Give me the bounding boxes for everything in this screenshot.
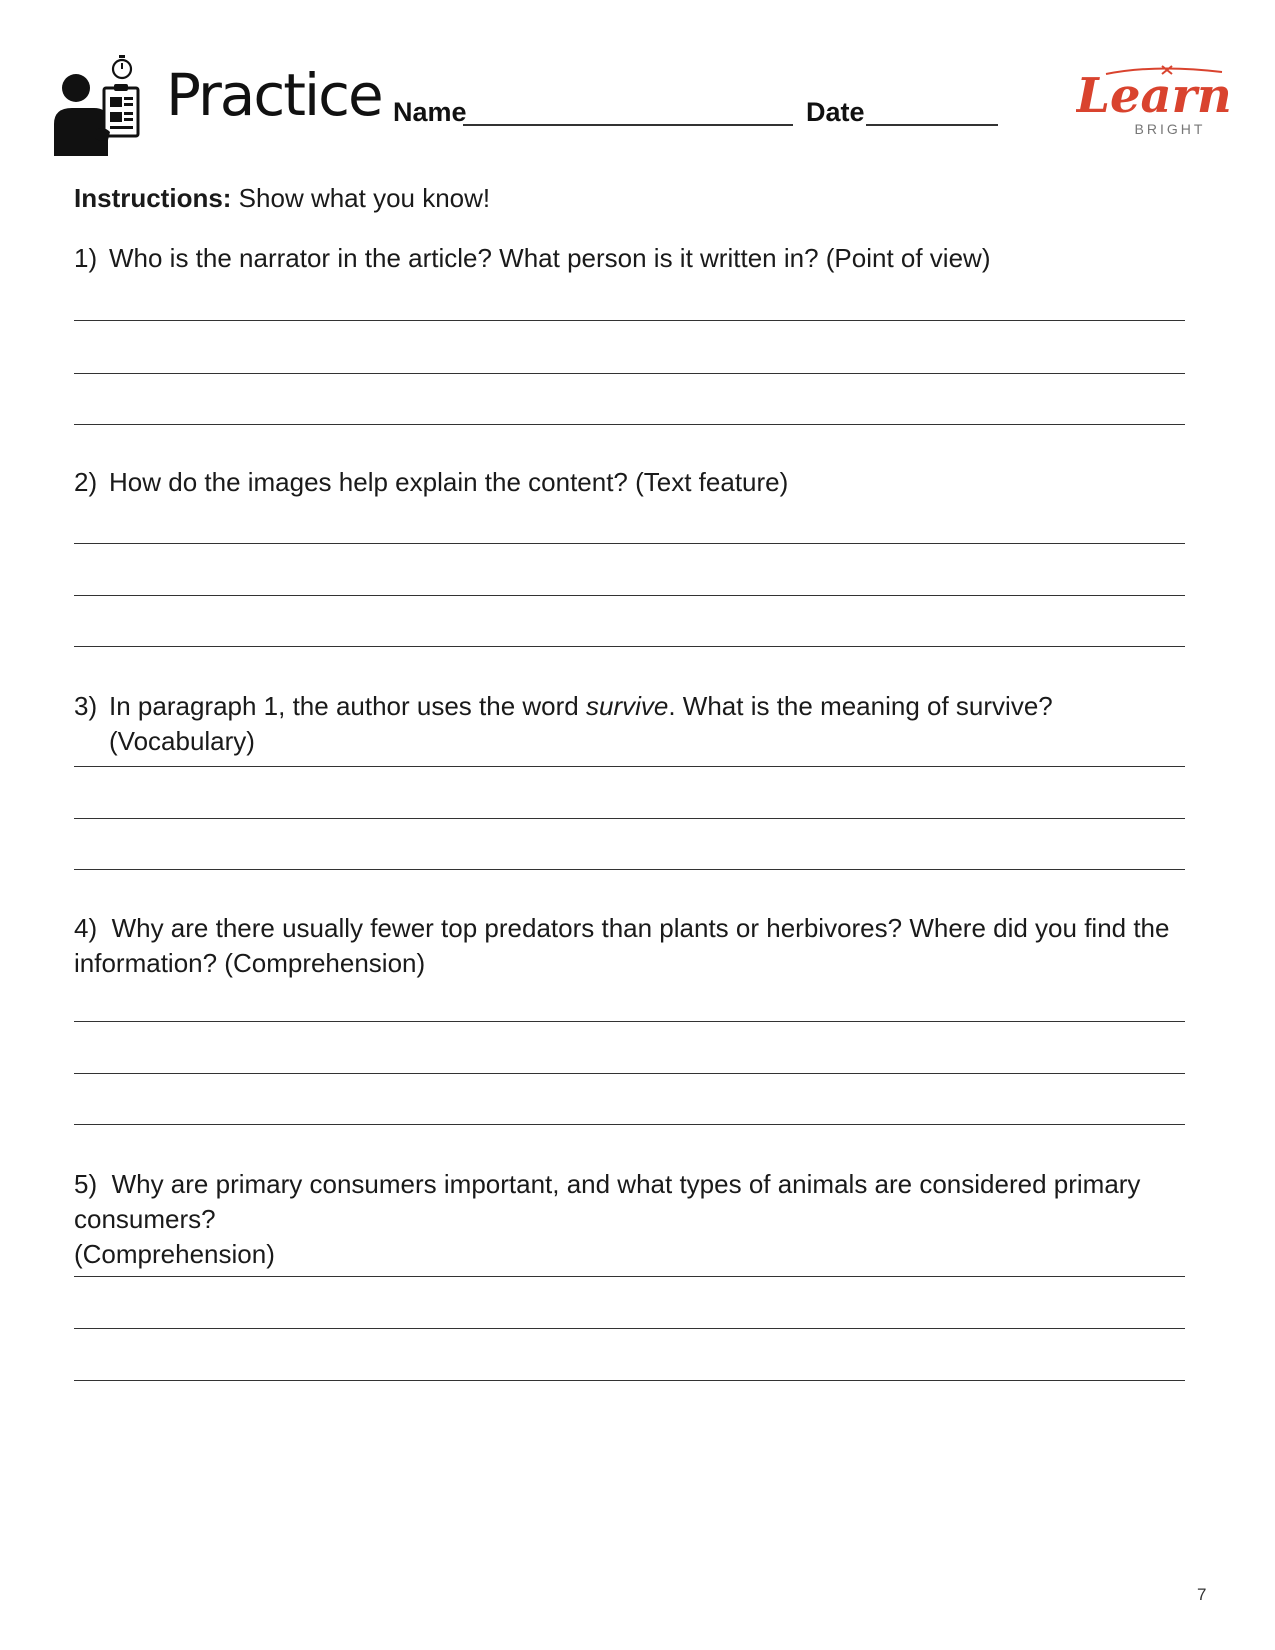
- page-title: Practice: [166, 61, 382, 129]
- answer-line[interactable]: [74, 320, 1185, 321]
- question-text: Who is the narrator in the article? What person is it written in? (Point of view): [109, 243, 991, 273]
- question-number: 2): [74, 467, 98, 497]
- answer-line[interactable]: [74, 1124, 1185, 1125]
- question-number: 5): [74, 1169, 98, 1199]
- name-label: Name: [393, 97, 467, 127]
- answer-line[interactable]: [74, 646, 1185, 647]
- date-label: Date: [806, 97, 865, 127]
- question-4: [74, 911, 1204, 981]
- question-text: How do the images help explain the content? (Text feature): [109, 467, 789, 497]
- answer-line[interactable]: [74, 1276, 1185, 1277]
- question-5: [74, 1167, 1204, 1272]
- question-1: [74, 241, 1204, 276]
- question-3: [74, 689, 1204, 759]
- question-text: Why are primary consumers important, and what types of animals are considered primary consumers?: [74, 1169, 1141, 1234]
- answer-line[interactable]: [74, 1328, 1185, 1329]
- person-clipboard-stopwatch-icon: [54, 52, 144, 156]
- logo-subtitle: BRIGHT: [1134, 121, 1206, 137]
- question-2: [74, 465, 1204, 500]
- question-vocab-word: survive: [585, 691, 669, 721]
- answer-line[interactable]: [74, 1380, 1185, 1381]
- question-line: [74, 1167, 1204, 1237]
- instructions: [74, 182, 490, 214]
- answer-line[interactable]: [74, 543, 1185, 544]
- answer-line[interactable]: [74, 424, 1185, 425]
- question-number: 4): [74, 913, 98, 943]
- answer-line[interactable]: [74, 373, 1185, 374]
- answer-line[interactable]: [74, 1021, 1185, 1022]
- question-line: information? (Comprehension): [74, 948, 426, 978]
- answer-line[interactable]: [74, 766, 1185, 767]
- page-number: 7: [1197, 1585, 1207, 1604]
- question-line: [74, 911, 1204, 946]
- question-line: (Comprehension): [74, 1239, 275, 1269]
- logo-word: Learn: [1076, 68, 1232, 124]
- instructions-label: Instructions:: [74, 183, 232, 213]
- instructions-text: Show what you know!: [231, 183, 491, 213]
- date-field[interactable]: [866, 124, 998, 126]
- answer-line[interactable]: [74, 1073, 1185, 1074]
- question-text-end: . What is the meaning of survive? (Vocabulary): [109, 691, 1053, 756]
- answer-line[interactable]: [74, 595, 1185, 596]
- question-text: [109, 689, 1204, 759]
- learn-bright-logo: [1076, 62, 1236, 142]
- name-field[interactable]: [463, 124, 793, 126]
- question-number: 1): [74, 243, 98, 273]
- question-text-start: In paragraph 1, the author uses the word: [109, 691, 586, 721]
- answer-line[interactable]: [74, 818, 1185, 819]
- answer-line[interactable]: [74, 869, 1185, 870]
- question-text: Why are there usually fewer top predators than plants or herbivores? Where did you find the: [111, 913, 1170, 943]
- question-number: 3): [74, 691, 98, 721]
